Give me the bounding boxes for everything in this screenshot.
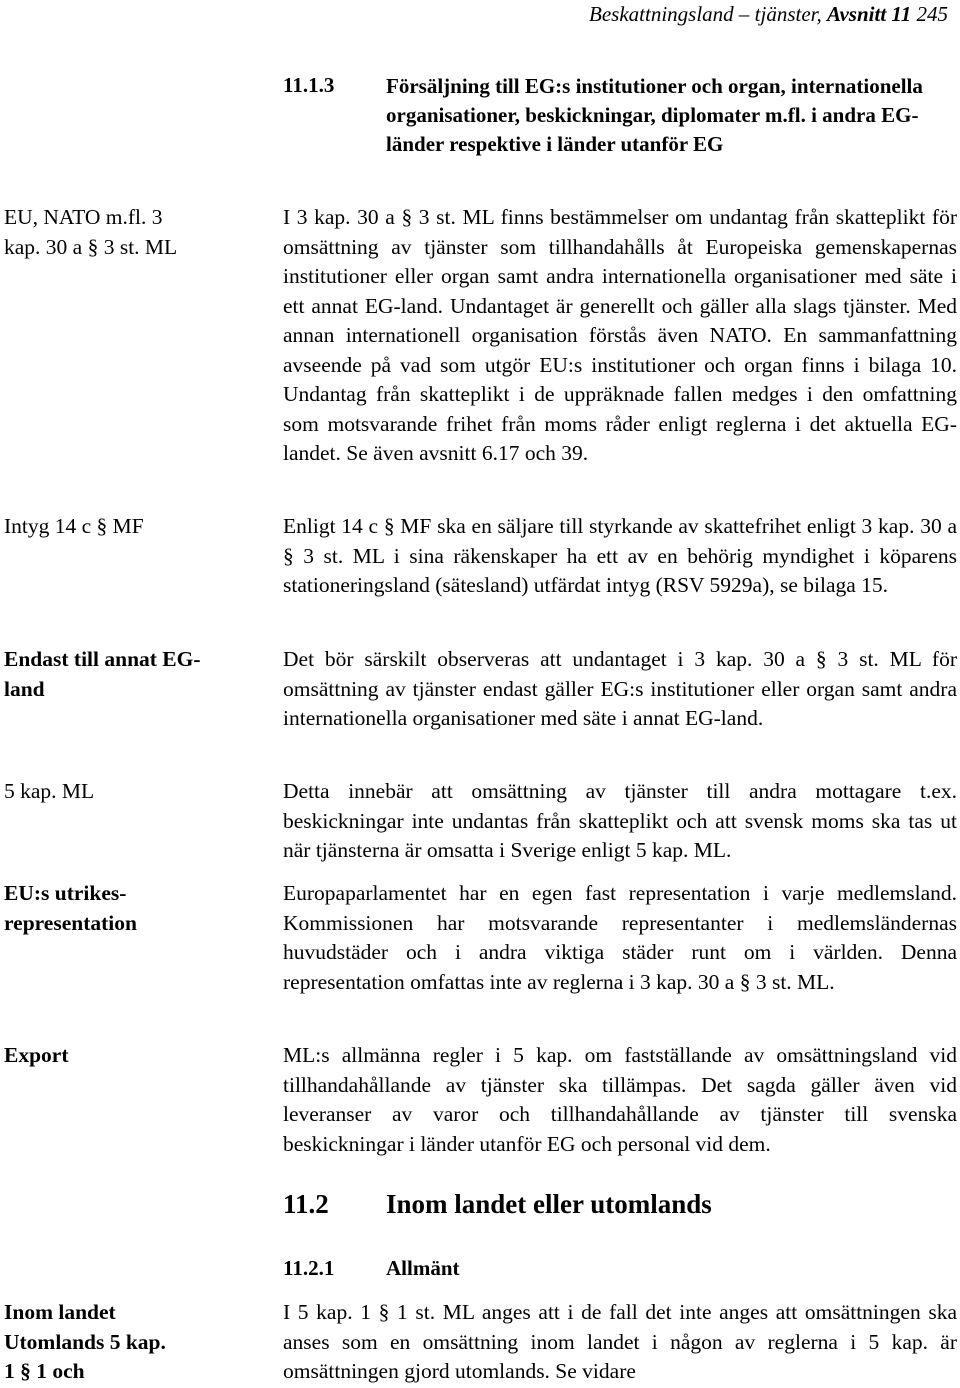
paragraph-6: ML:s allmänna regler i 5 kap. om fastställande av omsättningsland vid tillhandahållande av tjänster ska tillämpas. Det sagda gäller även vid leveranser av varor och tillhandahållande av tjänster till svenska beskickningar i länder utanför EG och personal vid dem. (283, 1043, 957, 1156)
margin-note-endast: Endast till annat EG-land (4, 647, 201, 701)
heading-11-1-3-title: Försäljning till EG:s institutioner och organ, internationella organisationer, beskickningar, diplomater m.fl. i andra EG-länder respektive i länder utanför EG (386, 74, 923, 156)
paragraph-1: I 3 kap. 30 a § 3 st. ML finns bestämmelser om undantag från skatteplikt för omsättning av tjänster som tillhandahålls åt Europeiska gemenskapernas institutioner eller organ samt andra internationella organisationer med säte i ett annat EG-land. Undantaget är generellt och gäller alla slags tjänster. Med annan internationell organisation förstås även NATO. En sammanfattning avseende på vad som utgör EU:s institutioner och organ finns i bilaga 10. Undantag från skatteplikt i de uppräknade fallen medges i den omfattning som motsvarande frihet från moms råder enligt reglerna i det aktuella EG-landet. Se även avsnitt 6.17 och 39. (283, 205, 957, 465)
margin-note-export: Export (4, 1043, 69, 1067)
margin-note-eu-utrikes: EU:s utrikes-representation (4, 881, 137, 935)
paragraph-4: Detta innebär att omsättning av tjänster till andra mottagare t.ex. beskickningar inte undantas från skatteplikt och att svensk moms ska tas ut när tjänsterna är omsatta i Sverige enligt 5 kap. ML. (283, 779, 957, 862)
margin-note-inom-landet (4, 1298, 174, 1387)
running-header (589, 2, 948, 27)
paragraph-5: Europaparlamentet har en egen fast representation i varje medlemsland. Kommissionen har motsvarande representanter i medlemsländernas huvudstäder och i andra viktiga städer runt om i världen. Denna representation omfattas inte av reglerna i 3 kap. 30 a § 3 st. ML. (283, 881, 957, 994)
margin-note-intyg: Intyg 14 c § MF (4, 514, 144, 538)
margin-note-inom-text: Inom landet Utomlands 5 kap. 1 § 1 och (4, 1300, 166, 1383)
page-number: 245 (916, 2, 948, 26)
heading-11-2-1-title: Allmänt (386, 1256, 460, 1280)
heading-11-1-3-number: 11.1.3 (283, 73, 335, 97)
section-label: Avsnitt 11 (827, 2, 912, 26)
paragraph-7: I 5 kap. 1 § 1 st. ML anges att i de fall det inte anges att omsättningen ska anses som en omsättning inom landet i någon av reglerna i 5 kap. är omsättningen gjord utomlands. Se vidare (283, 1300, 957, 1383)
heading-11-2-number: 11.2 (283, 1189, 329, 1219)
heading-11-2-1-number: 11.2.1 (283, 1256, 335, 1280)
margin-note-eu-nato: EU, NATO m.fl. 3 kap. 30 a § 3 st. ML (4, 205, 178, 259)
section-title: Beskattningsland – tjänster, (589, 2, 822, 26)
paragraph-2: Enligt 14 c § MF ska en säljare till styrkande av skattefrihet enligt 3 kap. 30 a § 3 st. ML i sina räkenskaper ha ett av en behörig myndighet i köparens stationeringsland (sätesland) utfärdat intyg (RSV 5929a), se bilaga 15. (283, 514, 957, 597)
paragraph-3: Det bör särskilt observeras att undantaget i 3 kap. 30 a § 3 st. ML för omsättning av tjänster endast gäller EG:s institutioner eller organ samt andra internationella organisationer med säte i annat EG-land. (283, 647, 957, 730)
heading-11-2-title: Inom landet eller utomlands (386, 1189, 712, 1219)
margin-note-5-kap: 5 kap. ML (4, 779, 95, 803)
